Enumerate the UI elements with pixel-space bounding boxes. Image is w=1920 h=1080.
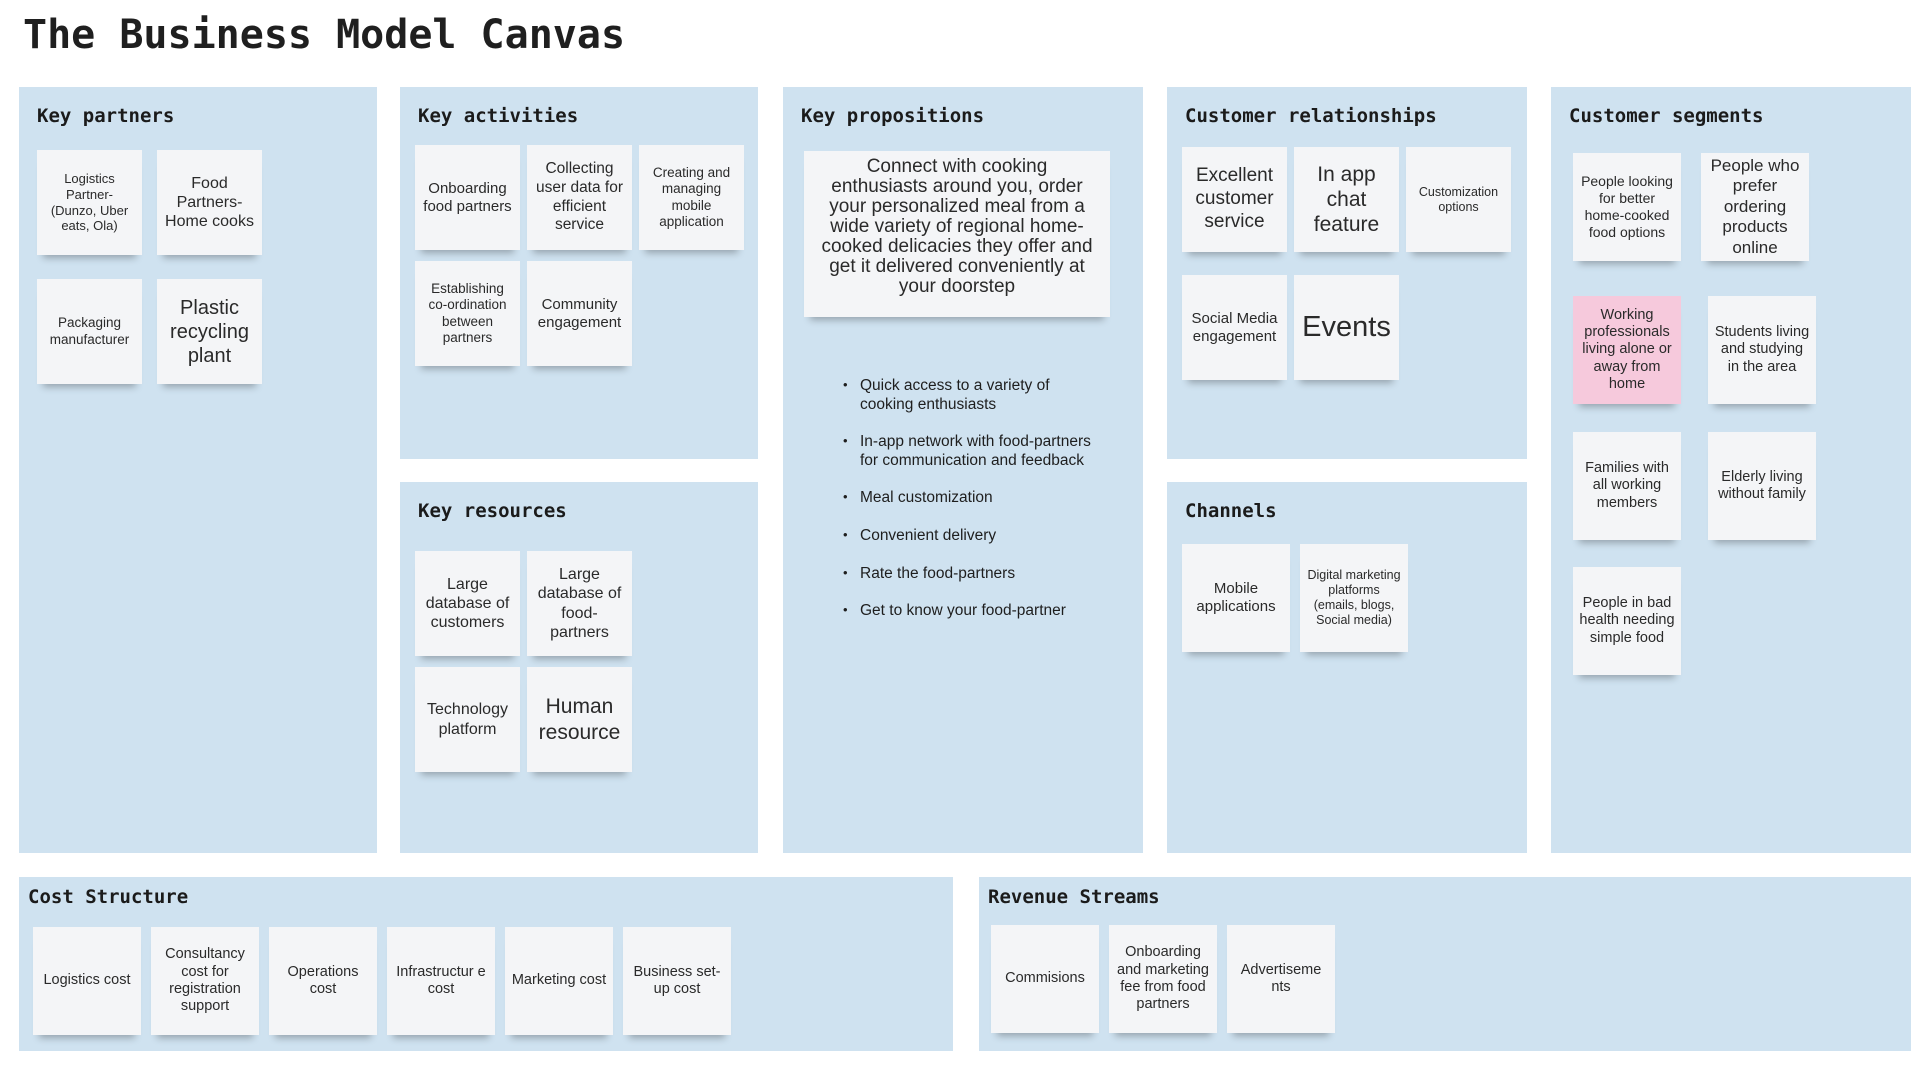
sticky-note[interactable]: People in bad health needing simple food [1573,567,1681,675]
value-proposition-note[interactable]: Connect with cooking enthusiasts around you, order your personalized meal from a wide variety of regional home-cooked delicacies they offer and get it delivered conveniently at your doorstep [804,151,1110,317]
page-title: The Business Model Canvas [23,12,626,58]
sticky-note[interactable]: Onboarding and marketing fee from food partners [1109,925,1217,1033]
sticky-note[interactable]: Operations cost [269,927,377,1035]
key-propositions-title: Key propositions [801,105,985,127]
sticky-note[interactable]: Collecting user data for efficient service [527,145,632,250]
sticky-note[interactable]: Community engagement [527,261,632,366]
sticky-note[interactable]: Establishing co-ordination between partners [415,261,520,366]
sticky-note[interactable]: Social Media engagement [1182,275,1287,380]
sticky-note[interactable]: Excellent customer service [1182,147,1287,252]
sticky-note-highlighted[interactable]: Working professionals living alone or away from home [1573,296,1681,404]
proposition-item: • Convenient delivery [843,527,1093,546]
key-resources-panel [400,482,758,853]
proposition-list [843,377,1093,640]
sticky-note[interactable]: Packaging manufacturer [37,279,142,384]
sticky-note[interactable]: People looking for better home-cooked food options [1573,153,1681,261]
proposition-item: • Get to know your food-partner [843,602,1093,621]
revenue-streams-panel [979,877,1911,1051]
channels-panel [1167,482,1527,853]
sticky-note[interactable]: Large database of food-partners [527,551,632,656]
customer-relationships-panel [1167,87,1527,459]
sticky-note[interactable]: Elderly living without family [1708,432,1816,540]
customer-segments-panel [1551,87,1911,853]
sticky-note[interactable]: Food Partners- Home cooks [157,150,262,255]
sticky-note[interactable]: Students living and studying in the area [1708,296,1816,404]
sticky-note[interactable]: Business set-up cost [623,927,731,1035]
key-activities-title: Key activities [418,105,579,127]
proposition-item: • Rate the food-partners [843,565,1093,584]
proposition-item: • Meal customization [843,489,1093,508]
revenue-streams-title: Revenue Streams [988,886,1160,908]
sticky-note[interactable]: In app chat feature [1294,147,1399,252]
cost-structure-panel [19,877,953,1051]
sticky-note[interactable]: Logistics cost [33,927,141,1035]
sticky-note[interactable]: Creating and managing mobile application [639,145,744,250]
sticky-note[interactable]: Infrastructur e cost [387,927,495,1035]
proposition-item: • In-app network with food-partners for communication and feedback [843,433,1093,470]
sticky-note[interactable]: Consultancy cost for registration support [151,927,259,1035]
key-resources-title: Key resources [418,500,567,522]
sticky-note[interactable]: Digital marketing platforms (emails, blogs, Social media) [1300,544,1408,652]
channels-title: Channels [1185,500,1277,522]
sticky-note[interactable]: Logistics Partner- (Dunzo, Uber eats, Ola) [37,150,142,255]
sticky-note[interactable]: Human resource [527,667,632,772]
sticky-note[interactable]: People who prefer ordering products online [1701,153,1809,261]
sticky-note[interactable]: Advertiseme nts [1227,925,1335,1033]
key-activities-panel [400,87,758,459]
key-partners-panel [19,87,377,853]
proposition-item: • Quick access to a variety of cooking enthusiasts [843,377,1093,414]
key-propositions-panel [783,87,1143,853]
sticky-note[interactable]: Events [1294,275,1399,380]
sticky-note[interactable]: Customization options [1406,147,1511,252]
sticky-note[interactable]: Plastic recycling plant [157,279,262,384]
cost-structure-title: Cost Structure [28,886,189,908]
sticky-note[interactable]: Families with all working members [1573,432,1681,540]
key-partners-title: Key partners [37,105,175,127]
sticky-note[interactable]: Mobile applications [1182,544,1290,652]
sticky-note[interactable]: Technology platform [415,667,520,772]
sticky-note[interactable]: Onboarding food partners [415,145,520,250]
sticky-note[interactable]: Large database of customers [415,551,520,656]
sticky-note[interactable]: Commisions [991,925,1099,1033]
sticky-note[interactable]: Marketing cost [505,927,613,1035]
customer-segments-title: Customer segments [1569,105,1764,127]
customer-relationships-title: Customer relationships [1185,105,1437,127]
